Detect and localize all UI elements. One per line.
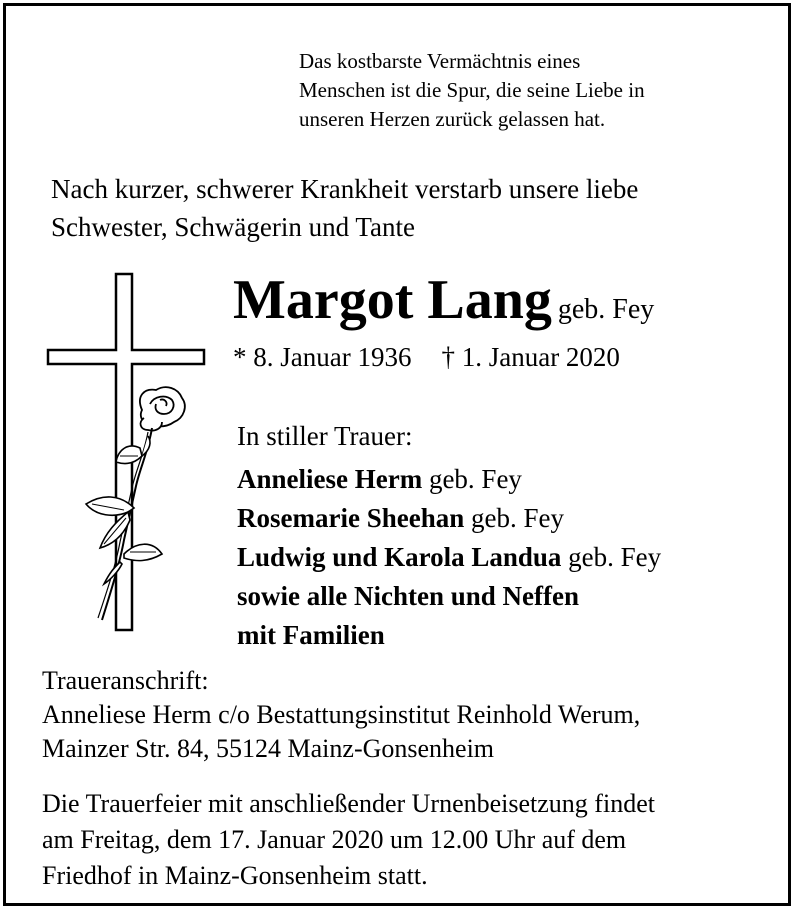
mourner-name: Rosemarie Sheehan — [237, 503, 465, 533]
ceremony-line: Die Trauerfeier mit anschließender Urnenbeisetzung findet — [42, 789, 655, 818]
mourner-row — [237, 538, 661, 577]
mourning-label: In stiller Trauer: — [237, 421, 413, 451]
mourner-name: Anneliese Herm — [237, 464, 423, 494]
mourner-closing-line: mit Familien — [237, 620, 385, 650]
address-label: Traueranschrift: — [42, 666, 209, 695]
birth-date: * 8. Januar 1936 — [233, 342, 412, 372]
mourner-closing-line: sowie alle Nichten und Neffen — [237, 581, 579, 611]
intro-line: Nach kurzer, schwerer Krankheit verstarb unsere liebe — [51, 174, 639, 204]
ceremony-line: am Freitag, dem 17. Januar 2020 um 12.00 Uhr auf dem — [42, 825, 627, 854]
life-dates — [233, 338, 620, 376]
motto-line: Menschen ist die Spur, die seine Liebe in — [299, 78, 645, 102]
motto-line: unseren Herzen zurück gelassen hat. — [299, 107, 606, 131]
deceased-maiden-name: geb. Fey — [557, 294, 655, 325]
mourner-row — [237, 499, 661, 538]
mourner-name: Ludwig und Karola Landua — [237, 542, 562, 572]
mourner-maiden-name: geb. Fey — [464, 503, 564, 533]
ceremony-notice — [42, 786, 655, 894]
intro-text — [51, 170, 638, 246]
deceased-name: Margot Lang — [233, 269, 552, 331]
intro-line: Schwester, Schwägerin und Tante — [51, 212, 415, 242]
address-line: Anneliese Herm c/o Bestattungsinstitut Reinhold Werum, — [42, 700, 641, 729]
motto-quote — [299, 47, 645, 134]
mourner-maiden-name: geb. Fey — [561, 542, 662, 572]
mourners-list — [237, 460, 661, 655]
death-date: † 1. Januar 2020 — [441, 342, 620, 372]
address-line: Mainzer Str. 84, 55124 Mainz-Gonsenheim — [42, 734, 495, 763]
mourner-maiden-name: geb. Fey — [422, 464, 522, 494]
cross-with-rose-icon — [44, 272, 209, 637]
mourning-address — [42, 664, 640, 766]
deceased-name-line — [233, 268, 654, 332]
ceremony-line: Friedhof in Mainz-Gonsenheim statt. — [42, 861, 428, 890]
motto-line: Das kostbarste Vermächtnis eines — [299, 49, 581, 73]
mourner-row — [237, 460, 661, 499]
